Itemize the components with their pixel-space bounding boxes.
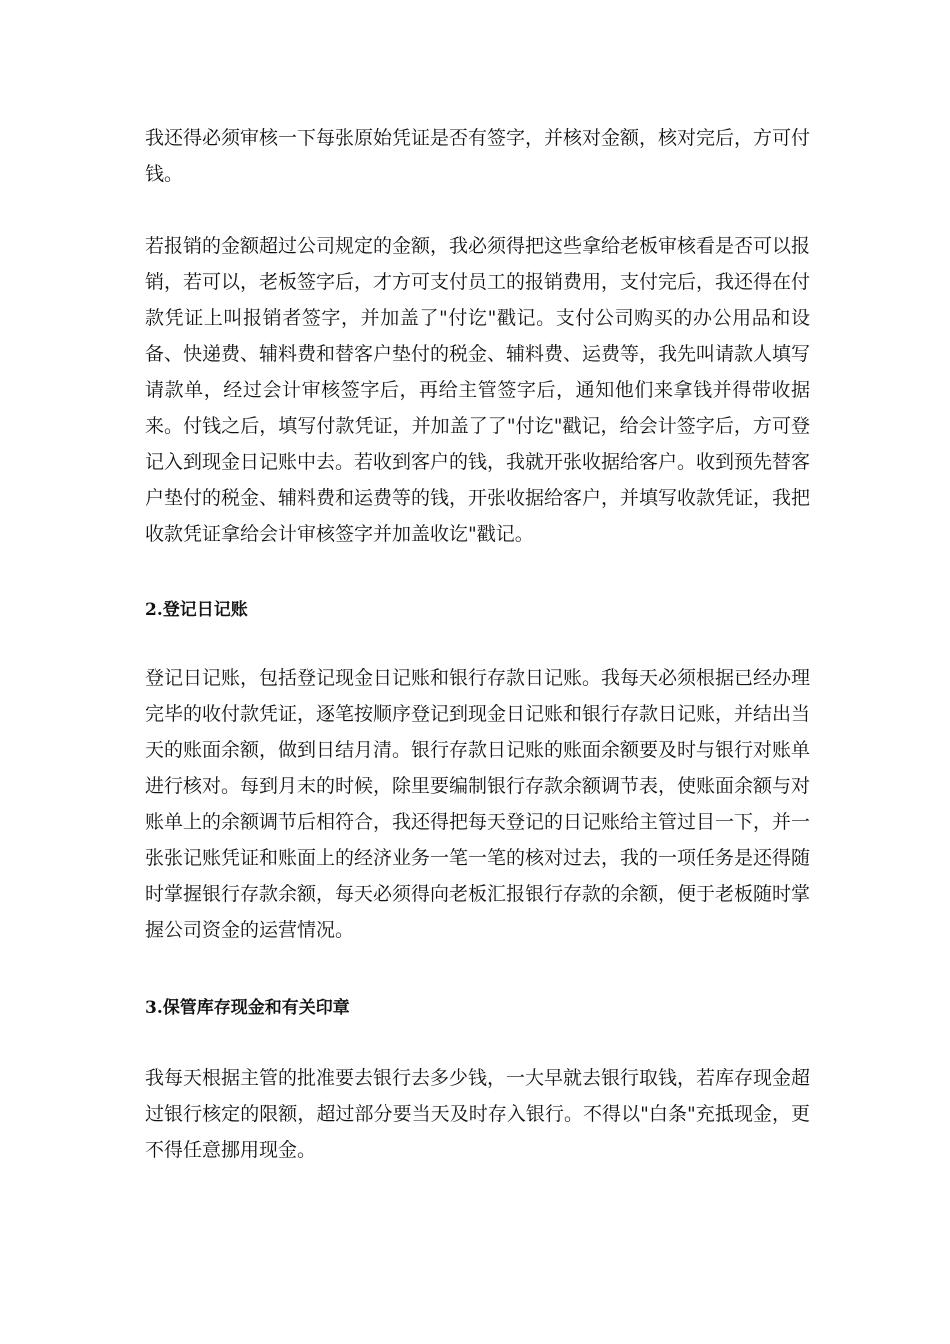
paragraph-cash-custody: 我每天根据主管的批准要去银行去多少钱，一大早就去银行取钱，若库存现金超过银行核定的限额，超过部分要当天及时存入银行。不得以"白条"充抵现金，更不得任意挪用现金。	[145, 1067, 811, 1161]
paragraph-journal: 登记日记账，包括登记现金日记账和银行存款日记账。我每天必须根据已经办理完毕的收付款凭证，逐笔按顺序登记到现金日记账和银行存款日记账，并结出当天的账面余额，做到日结月清。银行存款日记账的账面余额要及时与银行对账单进行核对。每到月末的时候，除里要编制银行存款余额调节表，使账面余额与对账单上的余额调节后相符合，我还得把每天登记的日记账给主管过目一下，并一张张记账凭证和账面上的经济业务一笔一笔的核对过去，我的一项任务是还得随时掌握银行存款余额，每天必须得向老板汇报银行存款的余额，便于老板随时掌握公司资金的运营情况。	[145, 667, 811, 941]
section-heading-cash-custody: 3.保管库存现金和有关印章	[145, 998, 350, 1018]
paragraph-voucher-review: 我还得必须审核一下每张原始凭证是否有签字，并核对金额，核对完后，方可付钱。	[145, 127, 811, 185]
paragraph-reimbursement: 若报销的金额超过公司规定的金额，我必须得把这些拿给老板审核看是否可以报销，若可以，老板签字后，才方可支付员工的报销费用，支付完后，我还得在付款凭证上叫报销者签字，并加盖了"付讫"戳记。支付公司购买的办公用品和设备、快递费、辅料费和替客户垫付的税金、辅料费、运费等，我先叫请款人填写请款单，经过会计审核签字后，再给主管签字后，通知他们来拿钱并得带收据来。付钱之后，填写付款凭证，并加盖了了"付讫"戳记，给会计签字后，方可登记入到现金日记账中去。若收到客户的钱，我就开张收据给客户。收到预先替客户垫付的税金、辅料费和运费等的钱，开张收据给客户，并填写收款凭证，我把收款凭证拿给会计审核签字并加盖收讫"戳记。	[145, 235, 811, 545]
section-heading-journal: 2.登记日记账	[145, 600, 248, 620]
